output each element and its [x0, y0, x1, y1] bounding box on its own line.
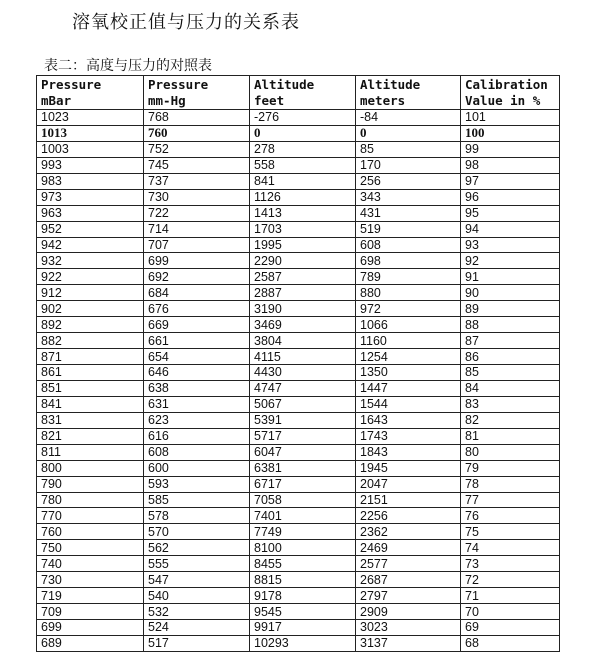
calibration-value-cell: 90 [461, 285, 560, 301]
altitude-feet-cell: 3804 [250, 333, 356, 349]
altitude-feet-cell: 7401 [250, 508, 356, 524]
altitude-meters-cell: 1544 [356, 396, 461, 412]
pressure-mbar-cell: 800 [37, 460, 144, 476]
table-row [37, 110, 560, 126]
altitude-feet-cell: 558 [250, 157, 356, 173]
calibration-value-cell: 99 [461, 141, 560, 157]
pressure-mmhg-cell: 714 [144, 221, 250, 237]
table-row [37, 333, 560, 349]
table-row [37, 588, 560, 604]
calibration-value-cell: 88 [461, 317, 560, 333]
table-row [37, 604, 560, 620]
calibration-value-cell: 98 [461, 157, 560, 173]
pressure-mmhg-cell: 699 [144, 253, 250, 269]
header-unit: mBar [41, 93, 72, 108]
calibration-value-cell: 77 [461, 492, 560, 508]
altitude-feet-cell: 8455 [250, 556, 356, 572]
altitude-feet-cell: 6717 [250, 476, 356, 492]
altitude-meters-cell: 1843 [356, 444, 461, 460]
pressure-mbar-cell: 719 [37, 588, 144, 604]
calibration-value-cell: 81 [461, 428, 560, 444]
altitude-meters-cell: 1160 [356, 333, 461, 349]
altitude-meters-cell: 0 [356, 125, 461, 141]
table-row [37, 428, 560, 444]
pressure-mmhg-cell: 608 [144, 444, 250, 460]
pressure-mbar-cell: 1013 [37, 125, 144, 141]
pressure-mbar-cell: 770 [37, 508, 144, 524]
altitude-feet-cell: 9545 [250, 604, 356, 620]
table-row [37, 125, 560, 141]
pressure-mbar-cell: 831 [37, 412, 144, 428]
header-unit: feet [254, 93, 285, 108]
altitude-meters-cell: 1945 [356, 460, 461, 476]
altitude-feet-cell: 7749 [250, 524, 356, 540]
altitude-feet-cell: 9917 [250, 620, 356, 636]
header-line: Altitude [254, 77, 315, 92]
altitude-feet-cell: 8100 [250, 540, 356, 556]
table-row [37, 221, 560, 237]
calibration-value-cell: 79 [461, 460, 560, 476]
document-title: 溶氧校正值与压力的关系表 [72, 12, 300, 33]
table-row [37, 508, 560, 524]
table-row [37, 317, 560, 333]
altitude-meters-cell: 2151 [356, 492, 461, 508]
calibration-value-cell: 97 [461, 173, 560, 189]
table-row [37, 460, 560, 476]
pressure-mbar-cell: 963 [37, 205, 144, 221]
altitude-feet-cell: 8815 [250, 572, 356, 588]
table-row [37, 412, 560, 428]
calibration-value-cell: 73 [461, 556, 560, 572]
altitude-meters-cell: 698 [356, 253, 461, 269]
header-row [37, 76, 560, 110]
calibration-value-cell: 84 [461, 380, 560, 396]
header-altitude-meters [356, 76, 461, 110]
table-row [37, 205, 560, 221]
pressure-mbar-cell: 983 [37, 173, 144, 189]
table-row [37, 189, 560, 205]
table-body [37, 110, 560, 652]
altitude-meters-cell: 1643 [356, 412, 461, 428]
pressure-mmhg-cell: 555 [144, 556, 250, 572]
altitude-feet-cell: 4115 [250, 349, 356, 365]
pressure-mmhg-cell: 524 [144, 620, 250, 636]
pressure-mbar-cell: 942 [37, 237, 144, 253]
altitude-feet-cell: 1703 [250, 221, 356, 237]
altitude-meters-cell: 2687 [356, 572, 461, 588]
pressure-mbar-cell: 821 [37, 428, 144, 444]
altitude-meters-cell: 2577 [356, 556, 461, 572]
calibration-value-cell: 94 [461, 221, 560, 237]
altitude-meters-cell: 1743 [356, 428, 461, 444]
pressure-mmhg-cell: 737 [144, 173, 250, 189]
pressure-mbar-cell: 932 [37, 253, 144, 269]
altitude-feet-cell: 5391 [250, 412, 356, 428]
calibration-value-cell: 100 [461, 125, 560, 141]
header-unit: Value in % [465, 93, 541, 108]
calibration-value-cell: 74 [461, 540, 560, 556]
table-row [37, 572, 560, 588]
pressure-mmhg-cell: 752 [144, 141, 250, 157]
pressure-mmhg-cell: 692 [144, 269, 250, 285]
pressure-mbar-cell: 902 [37, 301, 144, 317]
altitude-meters-cell: 2909 [356, 604, 461, 620]
pressure-mbar-cell: 871 [37, 349, 144, 365]
altitude-meters-cell: 1254 [356, 349, 461, 365]
pressure-mmhg-cell: 631 [144, 396, 250, 412]
pressure-mmhg-cell: 768 [144, 110, 250, 126]
calibration-value-cell: 78 [461, 476, 560, 492]
calibration-value-cell: 96 [461, 189, 560, 205]
altitude-meters-cell: 85 [356, 141, 461, 157]
altitude-feet-cell: 1413 [250, 205, 356, 221]
altitude-meters-cell: 2047 [356, 476, 461, 492]
calibration-value-cell: 91 [461, 269, 560, 285]
altitude-feet-cell: 4430 [250, 365, 356, 381]
table-row [37, 269, 560, 285]
altitude-meters-cell: 343 [356, 189, 461, 205]
altitude-meters-cell: 972 [356, 301, 461, 317]
pressure-mmhg-cell: 532 [144, 604, 250, 620]
calibration-value-cell: 72 [461, 572, 560, 588]
calibration-value-cell: 85 [461, 365, 560, 381]
altitude-feet-cell: 1126 [250, 189, 356, 205]
pressure-mmhg-cell: 676 [144, 301, 250, 317]
pressure-mbar-cell: 709 [37, 604, 144, 620]
pressure-mbar-cell: 993 [37, 157, 144, 173]
altitude-meters-cell: 2797 [356, 588, 461, 604]
header-line: Pressure [148, 77, 209, 92]
pressure-mmhg-cell: 745 [144, 157, 250, 173]
pressure-mmhg-cell: 540 [144, 588, 250, 604]
pressure-mmhg-cell: 722 [144, 205, 250, 221]
calibration-value-cell: 75 [461, 524, 560, 540]
calibration-value-cell: 95 [461, 205, 560, 221]
table-row [37, 524, 560, 540]
table-row [37, 492, 560, 508]
pressure-mbar-cell: 841 [37, 396, 144, 412]
header-line: Calibration [465, 77, 548, 92]
table-row [37, 365, 560, 381]
pressure-mmhg-cell: 730 [144, 189, 250, 205]
pressure-mmhg-cell: 562 [144, 540, 250, 556]
altitude-feet-cell: 0 [250, 125, 356, 141]
altitude-feet-cell: 6381 [250, 460, 356, 476]
pressure-mbar-cell: 689 [37, 635, 144, 651]
altitude-feet-cell: 2887 [250, 285, 356, 301]
altitude-meters-cell: 170 [356, 157, 461, 173]
altitude-feet-cell: 4747 [250, 380, 356, 396]
pressure-mmhg-cell: 669 [144, 317, 250, 333]
header-line: Pressure [41, 77, 102, 92]
altitude-meters-cell: 2362 [356, 524, 461, 540]
pressure-mbar-cell: 730 [37, 572, 144, 588]
calibration-value-cell: 89 [461, 301, 560, 317]
table-row [37, 635, 560, 651]
calibration-value-cell: 71 [461, 588, 560, 604]
table-row [37, 253, 560, 269]
pressure-mmhg-cell: 570 [144, 524, 250, 540]
pressure-mbar-cell: 851 [37, 380, 144, 396]
table-header [37, 76, 560, 110]
calibration-value-cell: 86 [461, 349, 560, 365]
altitude-feet-cell: 5717 [250, 428, 356, 444]
calibration-value-cell: 83 [461, 396, 560, 412]
pressure-mmhg-cell: 684 [144, 285, 250, 301]
pressure-mmhg-cell: 654 [144, 349, 250, 365]
calibration-value-cell: 93 [461, 237, 560, 253]
pressure-mbar-cell: 1003 [37, 141, 144, 157]
calibration-value-cell: 70 [461, 604, 560, 620]
altitude-feet-cell: 6047 [250, 444, 356, 460]
altitude-feet-cell: 2290 [250, 253, 356, 269]
altitude-meters-cell: 880 [356, 285, 461, 301]
altitude-meters-cell: 1066 [356, 317, 461, 333]
altitude-pressure-table [36, 75, 560, 652]
calibration-value-cell: 68 [461, 635, 560, 651]
header-pressure-mmhg [144, 76, 250, 110]
table-row [37, 301, 560, 317]
calibration-value-cell: 87 [461, 333, 560, 349]
pressure-mbar-cell: 780 [37, 492, 144, 508]
altitude-feet-cell: -276 [250, 110, 356, 126]
header-unit: mm-Hg [148, 93, 186, 108]
altitude-feet-cell: 5067 [250, 396, 356, 412]
pressure-mmhg-cell: 646 [144, 365, 250, 381]
pressure-mbar-cell: 750 [37, 540, 144, 556]
table-row [37, 141, 560, 157]
pressure-mmhg-cell: 707 [144, 237, 250, 253]
pressure-mbar-cell: 922 [37, 269, 144, 285]
pressure-mbar-cell: 699 [37, 620, 144, 636]
calibration-value-cell: 80 [461, 444, 560, 460]
pressure-mbar-cell: 760 [37, 524, 144, 540]
table-row [37, 620, 560, 636]
table-row [37, 396, 560, 412]
table-row [37, 540, 560, 556]
table-row [37, 237, 560, 253]
header-calibration-value [461, 76, 560, 110]
pressure-mbar-cell: 861 [37, 365, 144, 381]
calibration-value-cell: 101 [461, 110, 560, 126]
header-unit: meters [360, 93, 406, 108]
pressure-mbar-cell: 952 [37, 221, 144, 237]
altitude-meters-cell: 1447 [356, 380, 461, 396]
altitude-feet-cell: 10293 [250, 635, 356, 651]
altitude-meters-cell: 2256 [356, 508, 461, 524]
calibration-value-cell: 69 [461, 620, 560, 636]
table-row [37, 444, 560, 460]
table-row [37, 556, 560, 572]
pressure-mmhg-cell: 585 [144, 492, 250, 508]
pressure-mmhg-cell: 578 [144, 508, 250, 524]
altitude-feet-cell: 3469 [250, 317, 356, 333]
calibration-value-cell: 76 [461, 508, 560, 524]
altitude-meters-cell: 431 [356, 205, 461, 221]
header-pressure-mbar [37, 76, 144, 110]
calibration-value-cell: 82 [461, 412, 560, 428]
pressure-mbar-cell: 740 [37, 556, 144, 572]
table-row [37, 285, 560, 301]
altitude-feet-cell: 278 [250, 141, 356, 157]
altitude-feet-cell: 1995 [250, 237, 356, 253]
header-altitude-feet [250, 76, 356, 110]
pressure-mmhg-cell: 593 [144, 476, 250, 492]
altitude-feet-cell: 841 [250, 173, 356, 189]
table-row [37, 380, 560, 396]
altitude-meters-cell: 789 [356, 269, 461, 285]
altitude-meters-cell: -84 [356, 110, 461, 126]
table-row [37, 476, 560, 492]
pressure-mbar-cell: 973 [37, 189, 144, 205]
pressure-mmhg-cell: 616 [144, 428, 250, 444]
table-row [37, 173, 560, 189]
altitude-meters-cell: 519 [356, 221, 461, 237]
altitude-feet-cell: 7058 [250, 492, 356, 508]
calibration-value-cell: 92 [461, 253, 560, 269]
pressure-mbar-cell: 811 [37, 444, 144, 460]
pressure-mmhg-cell: 623 [144, 412, 250, 428]
table-row [37, 349, 560, 365]
pressure-mbar-cell: 912 [37, 285, 144, 301]
altitude-feet-cell: 9178 [250, 588, 356, 604]
pressure-mmhg-cell: 547 [144, 572, 250, 588]
pressure-mmhg-cell: 638 [144, 380, 250, 396]
pressure-mmhg-cell: 600 [144, 460, 250, 476]
pressure-mbar-cell: 1023 [37, 110, 144, 126]
pressure-mmhg-cell: 661 [144, 333, 250, 349]
altitude-meters-cell: 256 [356, 173, 461, 189]
pressure-mmhg-cell: 517 [144, 635, 250, 651]
pressure-mbar-cell: 892 [37, 317, 144, 333]
altitude-meters-cell: 3137 [356, 635, 461, 651]
altitude-meters-cell: 1350 [356, 365, 461, 381]
pressure-mbar-cell: 790 [37, 476, 144, 492]
table-caption: 表二：高度与压力的对照表 [44, 58, 212, 74]
altitude-meters-cell: 608 [356, 237, 461, 253]
altitude-meters-cell: 3023 [356, 620, 461, 636]
altitude-feet-cell: 3190 [250, 301, 356, 317]
altitude-meters-cell: 2469 [356, 540, 461, 556]
pressure-mbar-cell: 882 [37, 333, 144, 349]
pressure-mmhg-cell: 760 [144, 125, 250, 141]
header-line: Altitude [360, 77, 421, 92]
table-row [37, 157, 560, 173]
altitude-feet-cell: 2587 [250, 269, 356, 285]
